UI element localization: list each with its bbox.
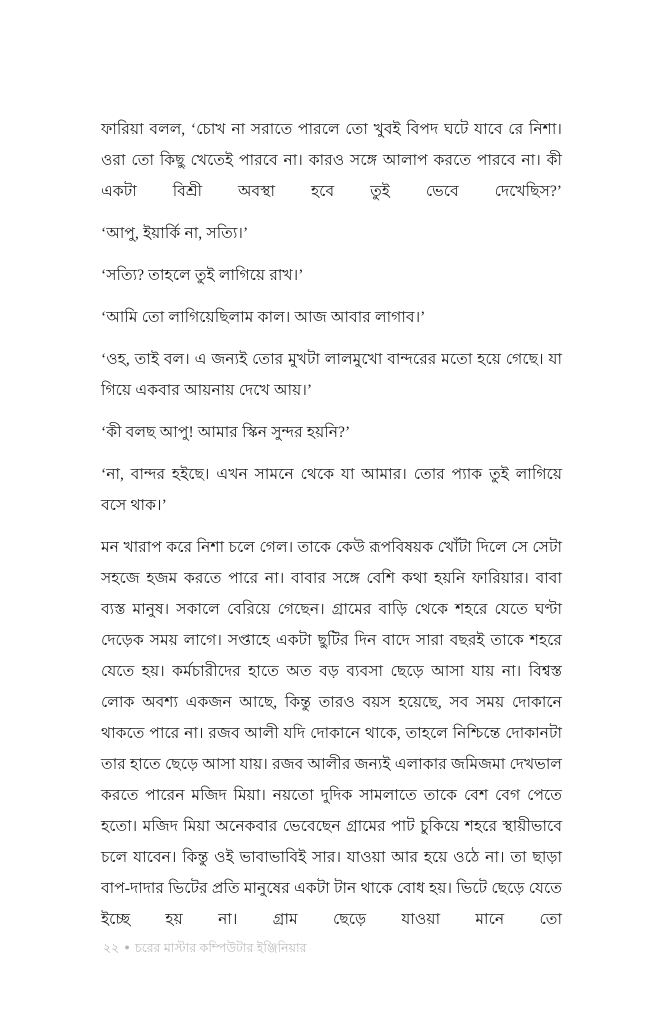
running-title: চরের মাস্টার কম্পিউটার ইঞ্জিনিয়ার <box>134 941 307 955</box>
paragraph-dialogue-2: ‘আপু, ইয়ার্কি না, সত্যি।’ <box>101 225 249 242</box>
page-footer <box>103 938 307 957</box>
paragraph-dialogue-1: ফারিয়া বলল, ‘চোখ না সরাতে পারলে তো খুবই বিপদ ঘটে যাবে রে নিশা। ওরা তো কিছু খেতেই পারবে না। কারও সঙ্গে আলাপ করতে পারবে না। কী একটা বিশ্রী অবস্থা হবে তুই ভেবে দেখেছিস?’ <box>101 121 562 200</box>
page-text-block <box>101 114 562 935</box>
paragraph-dialogue-5: ‘ওহ, তাই বল। এ জন্যই তোর মুখটা লালমুখো বান্দরের মতো হয়ে গেছে। যা গিয়ে একবার আয়নায় দেখে আয়।’ <box>101 351 562 399</box>
page-number: ২২ <box>103 941 120 955</box>
paragraph-narrative-1: মন খারাপ করে নিশা চলে গেল। তাকে কেউ রূপবিষয়ক খোঁটা দিলে সে সেটা সহজে হজম করতে পারে না। বাবার সঙ্গে বেশি কথা হয়নি ফারিয়ার। বাবা ব্যস্ত মানুষ। সকালে বেরিয়ে গেছেন। গ্রামের বাড়ি থেকে শহরে যেতে ঘণ্টা দেড়েক সময় লাগে। সপ্তাহে একটা ছুটির দিন বাদে সারা বছরই তাকে শহরে যেতে হয়। কর্মচারীদের হাতে অত বড় ব্যবসা ছেড়ে আসা যায় না। বিশ্বস্ত লোক অবশ্য একজন আছে, কিন্তু তারও বয়স হয়েছে, সব সময় দোকানে থাকতে পারে না। রজব আলী যদি দোকানে থাকে, তাহলে নিশ্চিন্তে দোকানটা তার হাতে ছেড়ে আসা যায়। রজব আলীর জন্যই এলাকার জমিজমা দেখভাল করতে পারেন মজিদ মিয়া। নয়তো দুদিক সামলাতে তাকে বেশ বেগ পেতে হতো। মজিদ মিয়া অনেকবার ভেবেছেন গ্রামের পাট চুকিয়ে শহরে স্থায়ীভাবে চলে যাবেন। কিন্তু ওই ভাবাভাবিই সার। যাওয়া আর হয়ে ওঠে না। তা ছাড়া বাপ-দাদার ভিটের প্রতি মানুষের একটা টান থাকে বোধ হয়। ভিটে ছেড়ে যেতে ইচ্ছে হয় না। গ্রাম ছেড়ে যাওয়া মানে তো <box>101 539 562 928</box>
paragraph-dialogue-7: ‘না, বান্দর হইছে। এখন সামনে থেকে যা আমার। তোর প্যাক তুই লাগিয়ে বসে থাক।’ <box>101 466 562 514</box>
paragraph-dialogue-3: ‘সত্যি? তাহলে তুই লাগিয়ে রাখ।’ <box>101 267 304 284</box>
paragraph-dialogue-6: ‘কী বলছ আপু! আমার স্কিন সুন্দর হয়নি?’ <box>101 424 351 441</box>
footer-bullet-icon: ● <box>124 942 130 952</box>
paragraph-dialogue-4: ‘আমি তো লাগিয়েছিলাম কাল। আজ আবার লাগাব।’ <box>101 309 426 326</box>
